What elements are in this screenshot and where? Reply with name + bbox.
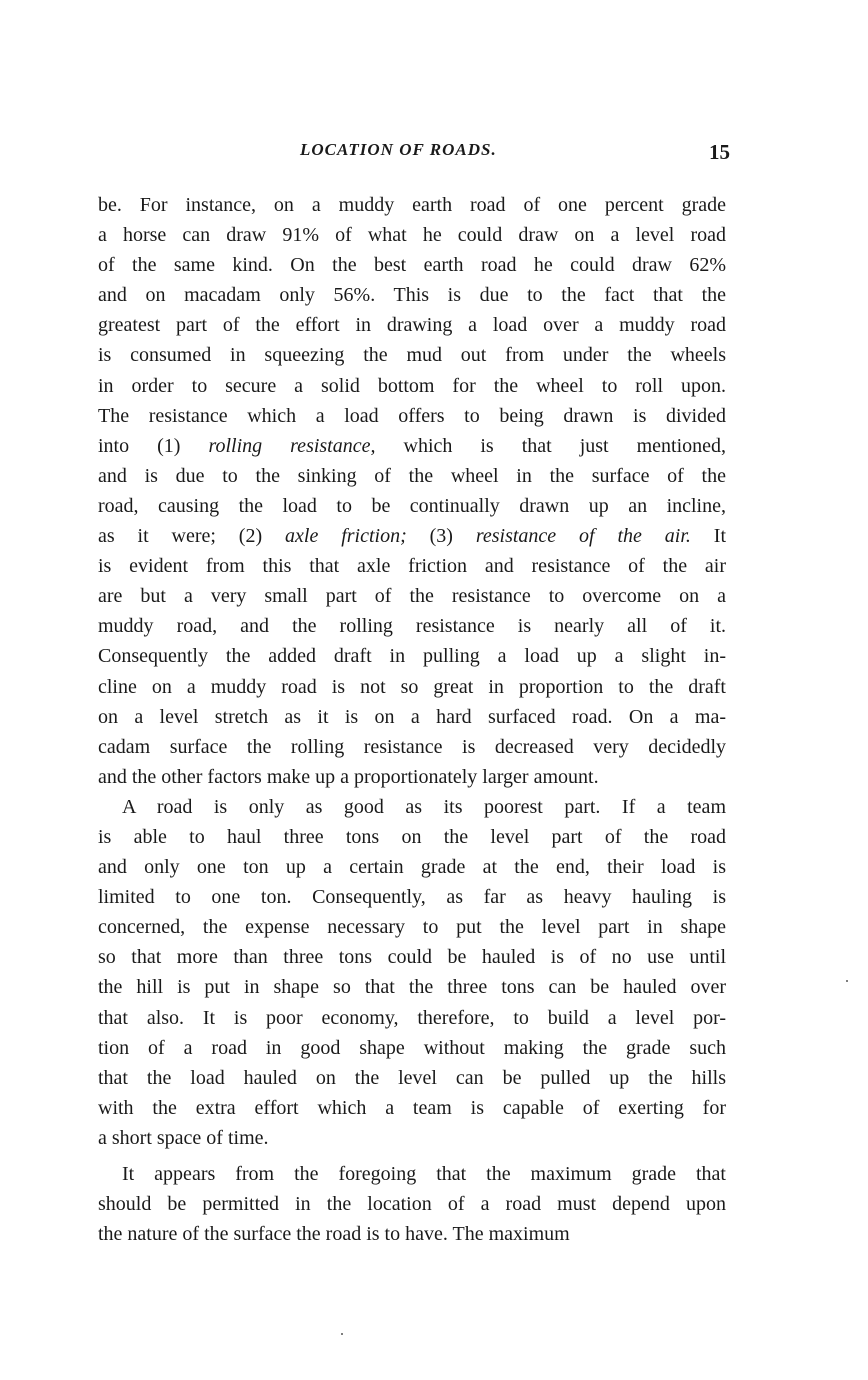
text-line: and is due to the sinking of the wheel in the surface of the [98,464,726,487]
paragraph [98,792,726,1153]
text-line: the nature of the surface the road is to have. The maximum [98,1223,570,1246]
text-line: A road is only as good as its poorest part. If a team [122,795,726,818]
text-line: as it were; (2) axle friction; (3) resistance of the air. It [98,525,727,548]
text-line: in order to secure a solid bottom for the wheel to roll upon. [98,374,726,397]
text-line: is evident from this that axle friction and resistance of the air [98,555,726,578]
text-line: cadam surface the rolling resistance is decreased very decidedly [98,735,726,758]
text-line: with the extra effort which a team is capable of exerting for [98,1096,726,1119]
page-number: 15 [709,140,730,164]
text-line: a horse can draw 91% of what he could draw on a level road [98,224,726,247]
text-line: and only one ton up a certain grade at the end, their load is [98,856,726,879]
text-line: concerned, the expense necessary to put the level part in shape [98,916,726,939]
text-line: are but a very small part of the resistance to overcome on a [98,585,726,608]
text-line: the hill is put in shape so that the three tons can be hauled over [98,976,726,999]
text-line: is able to haul three tons on the level part of the road [98,825,726,848]
text-line: that the load hauled on the level can be pulled up the hills [98,1066,726,1089]
text-line: and the other factors make up a proportionately larger amount. [98,765,599,788]
text-line: cline on a muddy road is not so great in proportion to the draft [98,675,726,698]
text-line: muddy road, and the rolling resistance is nearly all of it. [98,615,726,638]
text-line: road, causing the load to be continually drawn up an incline, [98,494,726,517]
italic-term: resistance of the air. [475,525,691,548]
body-text [98,190,726,1249]
text-line: tion of a road in good shape without making the grade such [98,1036,726,1059]
running-head: LOCATION OF ROADS. [300,140,497,159]
text-line: greatest part of the effort in drawing a load over a muddy road [98,314,726,337]
print-speck [846,980,848,982]
text-line: is consumed in squeezing the mud out from under the wheels [98,344,726,367]
print-speck [341,1333,343,1335]
text-line: into (1) rolling resistance, which is that just mentioned, [98,434,727,457]
paragraph [98,190,726,792]
text-line: so that more than three tons could be hauled is of no use until [98,946,726,969]
text-line: should be permitted in the location of a road must depend upon [98,1193,726,1216]
text-line: be. For instance, on a muddy earth road of one percent grade [98,194,726,216]
text-line: limited to one ton. Consequently, as far as heavy hauling is [98,886,726,909]
italic-term: rolling resistance, [208,434,376,457]
italic-term: axle friction; [285,525,407,548]
text-line: It appears from the foregoing that the maximum grade that [122,1163,726,1185]
text-line: Consequently the added draft in pulling a load up a slight in- [98,645,726,668]
text-line: and on macadam only 56%. This is due to the fact that the [98,284,726,307]
text-line: The resistance which a load offers to being drawn is divided [98,404,726,427]
text-line: on a level stretch as it is on a hard surfaced road. On a ma- [98,705,726,728]
text-line: of the same kind. On the best earth road he could draw 62% [98,254,726,277]
text-line: that also. It is poor economy, therefore, to build a level por- [98,1006,726,1029]
text-line: a short space of time. [98,1126,269,1149]
paragraph [98,1159,726,1249]
